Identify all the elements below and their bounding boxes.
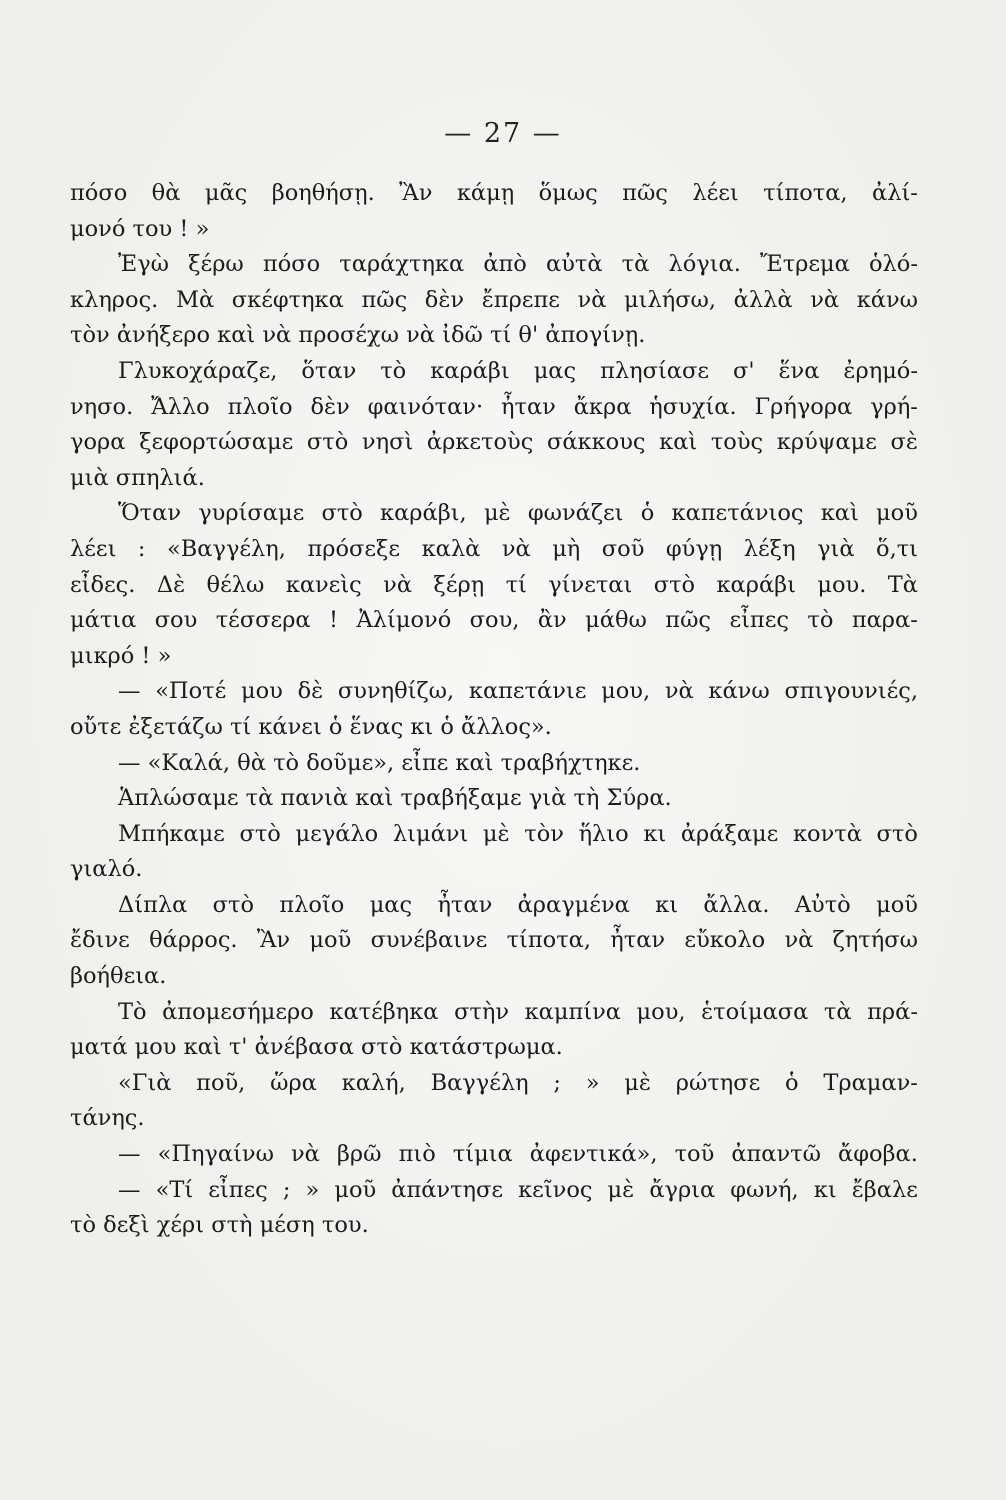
- word: τοὺς: [710, 429, 764, 456]
- word: τὸ: [807, 607, 834, 634]
- word: στὸ: [239, 820, 281, 847]
- word: φαινόταν·: [367, 393, 484, 420]
- word: αὐτὰ: [546, 251, 603, 278]
- word: πῶς: [622, 180, 668, 206]
- word: Ἀλίμονό: [356, 607, 452, 634]
- word: ἀρκετοὺς: [426, 429, 534, 456]
- word: ὅταν: [301, 357, 357, 384]
- text-line: [70, 603, 918, 639]
- text-line: [70, 1173, 918, 1209]
- word: καπετάνιος: [671, 500, 804, 527]
- word: πλοῖο: [279, 891, 345, 918]
- word: βοηθήσῃ.: [271, 180, 375, 206]
- word: ζητήσω: [832, 927, 918, 954]
- word: στὸ: [306, 429, 349, 456]
- word: σου,: [469, 607, 520, 634]
- word: μὲ: [483, 500, 511, 527]
- word: τὸ: [380, 357, 407, 384]
- word: ἦταν: [501, 393, 556, 420]
- word: εἶδες.: [70, 571, 136, 598]
- word: ἀπάντησε: [391, 1176, 504, 1203]
- word: στὸ: [212, 891, 255, 918]
- word: φωνάζει: [527, 500, 624, 527]
- word: νὰ: [810, 286, 840, 313]
- word: ἥλιο: [578, 820, 629, 847]
- page-number: — 27 —: [444, 118, 562, 149]
- text-line: [70, 247, 918, 283]
- word: ἡσυχία.: [649, 393, 737, 420]
- word: Γλυκοχάραζε,: [118, 357, 278, 384]
- text-line: μονό του ! »: [70, 215, 210, 242]
- word: μὴ: [552, 535, 581, 562]
- word: ἕνα: [778, 357, 820, 384]
- word: γιὰ: [817, 535, 855, 562]
- word: μου,: [601, 678, 651, 705]
- text-line: — «Καλά, θὰ τὸ δοῦμε», εἶπε καὶ τραβήχτηκε.: [118, 749, 641, 776]
- word: φωνή,: [730, 1176, 799, 1203]
- word: Βαγγέλη: [430, 1069, 529, 1096]
- text-line: [70, 532, 918, 568]
- word: μὲ: [624, 1069, 651, 1096]
- text-line: [70, 354, 918, 390]
- word: μιλήσω,: [624, 286, 717, 313]
- word: ποῦ,: [196, 1069, 246, 1096]
- word: ἔδινε: [70, 927, 130, 954]
- word: πλησίασε: [600, 357, 709, 384]
- text-line: [70, 283, 918, 319]
- word: κεῖνος: [518, 1176, 593, 1203]
- word: !: [329, 607, 339, 634]
- word: κανεὶς: [285, 571, 362, 598]
- text-line: [70, 674, 918, 710]
- word: ξέρῃ: [433, 571, 485, 598]
- text-line: [70, 568, 918, 604]
- word: νὰ: [501, 535, 531, 562]
- word: τίποτα,: [763, 180, 848, 206]
- word: κάνω: [856, 286, 918, 313]
- text-line: [70, 888, 918, 924]
- word: ὅ,τι: [876, 535, 918, 562]
- word: «Γιὰ: [118, 1069, 172, 1096]
- word: ἄλλα.: [703, 891, 770, 918]
- word: μάτια: [70, 607, 137, 634]
- word: παρα-: [851, 607, 918, 634]
- word: θάρρος.: [149, 927, 238, 954]
- word: νὰ: [577, 286, 607, 313]
- word: μάθω: [585, 607, 647, 634]
- word: ἔβαλε: [851, 1176, 918, 1203]
- word: :: [137, 535, 146, 562]
- word: πόσο: [70, 180, 128, 206]
- word: ;: [553, 1069, 561, 1096]
- word: καράβι,: [380, 500, 467, 527]
- word: πλοῖο: [227, 393, 293, 420]
- word: Ἂν: [399, 180, 433, 206]
- word: λέει: [70, 535, 117, 562]
- word: πιὸ: [398, 1141, 436, 1168]
- word: Γρήγορα: [754, 393, 853, 420]
- word: μοῦ: [334, 1176, 377, 1203]
- word: ἀπαντῶ: [731, 1141, 821, 1168]
- word: μοῦ: [309, 927, 352, 954]
- word: Μὰ: [175, 286, 215, 313]
- word: ἦταν: [437, 891, 493, 918]
- word: «Τί: [155, 1176, 194, 1203]
- word: γίνεται: [548, 571, 633, 598]
- word: πρά-: [867, 998, 918, 1025]
- word: κι: [643, 820, 667, 847]
- text-line: [70, 1066, 918, 1102]
- word: »: [585, 1069, 600, 1096]
- text-line: τάνης.: [70, 1105, 145, 1132]
- word: στὴν: [454, 998, 510, 1025]
- word: στὸ: [876, 820, 918, 847]
- text-line: [70, 176, 918, 212]
- word: μεγάλο: [295, 820, 379, 847]
- word: μὲ: [607, 1176, 635, 1203]
- word: τί: [505, 571, 527, 598]
- text-line: [70, 390, 918, 426]
- word: καὶ: [659, 429, 698, 456]
- word: κληρος.: [70, 286, 159, 313]
- word: ἑτοίμασα: [701, 998, 809, 1025]
- word: —: [118, 678, 141, 705]
- word: κι: [655, 891, 679, 918]
- word: —: [118, 1176, 141, 1203]
- word: «Ποτέ: [155, 678, 227, 705]
- word: στὸ: [321, 500, 363, 527]
- word: καράβι: [716, 571, 796, 598]
- word: θὰ: [151, 180, 181, 206]
- word: Τὰ: [887, 571, 918, 598]
- word: γρή-: [870, 393, 918, 420]
- word: ἀπομεσήμερο: [162, 998, 314, 1025]
- word: θέλω: [206, 571, 265, 598]
- word: σπιγουνιές,: [784, 678, 918, 705]
- word: βρῶ: [336, 1141, 382, 1168]
- word: ξεφορτώσαμε: [139, 429, 294, 456]
- word: τὰ: [823, 998, 852, 1025]
- word: Τραμαν-: [823, 1069, 918, 1096]
- word: ἀλί-: [872, 180, 918, 206]
- word: σὲ: [890, 429, 918, 456]
- word: ;: [282, 1176, 291, 1203]
- word: σκέφτηκα: [231, 286, 344, 313]
- word: στὸ: [653, 571, 696, 598]
- word: ὁ: [785, 1069, 799, 1096]
- word: τὰ: [621, 251, 650, 278]
- text-line: βοήθεια.: [70, 963, 167, 990]
- word: Αὐτὸ: [794, 891, 851, 918]
- word: εἶπες: [208, 1176, 268, 1203]
- word: τίποτα,: [506, 927, 591, 954]
- word: Δίπλα: [118, 891, 188, 918]
- word: τίμια: [452, 1141, 513, 1168]
- word: νὰ: [664, 678, 694, 705]
- text-line: [70, 1137, 918, 1173]
- text-line: τὸ δεξὶ χέρι στὴ μέση του.: [70, 1212, 369, 1239]
- word: λέει: [692, 180, 739, 206]
- word: μου.: [817, 571, 867, 598]
- word: «Πηγαίνω: [157, 1141, 274, 1168]
- word: τὸν: [524, 820, 564, 847]
- word: κοντὰ: [792, 820, 862, 847]
- word: δὲ: [297, 678, 324, 705]
- word: μᾶς: [204, 180, 248, 206]
- text-line: γιαλό.: [70, 856, 143, 883]
- word: τοῦ: [674, 1141, 715, 1168]
- text-line: [70, 995, 918, 1031]
- word: ὁλό-: [869, 251, 918, 278]
- word: ἀλλὰ: [733, 286, 793, 313]
- word: δὲν: [310, 393, 350, 420]
- text-line: [70, 817, 918, 853]
- word: ἀπὸ: [483, 251, 527, 278]
- text-line: [70, 425, 918, 461]
- body-text: [70, 176, 918, 1244]
- word: γορα: [70, 429, 126, 456]
- word: ἐρημό-: [843, 357, 918, 384]
- word: πρόσεξε: [307, 535, 401, 562]
- word: Ἔτρεμα: [760, 251, 850, 278]
- text-line: Ἁπλώσαμε τὰ πανιὰ καὶ τραβήξαμε γιὰ τὴ Σύρα.: [118, 785, 672, 812]
- word: ἂν: [537, 607, 567, 634]
- word: ταράχτηκα: [339, 251, 465, 278]
- word: νὰ: [290, 1141, 320, 1168]
- word: καλὰ: [421, 535, 481, 562]
- word: Ἐγὼ: [118, 251, 169, 278]
- word: τέσσερα: [215, 607, 311, 634]
- word: ξέρω: [188, 251, 244, 278]
- word: μας: [533, 357, 577, 384]
- word: καὶ: [820, 500, 859, 527]
- word: σοῦ: [601, 535, 645, 562]
- word: πῶς: [665, 607, 712, 634]
- word: Ἄλλο: [151, 393, 210, 420]
- word: γυρίσαμε: [198, 500, 305, 527]
- word: κατέβηκα: [329, 998, 439, 1025]
- word: μοῦ: [876, 891, 918, 918]
- word: πῶς: [361, 286, 408, 313]
- word: σάκκους: [546, 429, 646, 456]
- word: λέξη: [743, 535, 796, 562]
- word: λιμάνι: [392, 820, 469, 847]
- word: κάνω: [708, 678, 770, 705]
- word: ὥρα: [270, 1069, 317, 1096]
- word: εἶπες: [729, 607, 789, 634]
- word: ρώτησε: [675, 1069, 761, 1096]
- word: μοῦ: [876, 500, 918, 527]
- word: ἄκρα: [573, 393, 632, 420]
- word: «Βαγγέλη,: [167, 535, 286, 562]
- word: καμπίνα: [524, 998, 621, 1025]
- word: ἀφεντικά»,: [529, 1141, 658, 1168]
- text-line: τὸν ἀνήξερο καὶ νὰ προσέχω νὰ ἰδῶ τί θ' ἀπογίνῃ.: [70, 322, 646, 349]
- word: ἀράξαμε: [680, 820, 779, 847]
- word: πόσο: [262, 251, 321, 278]
- text-line: μιὰ σπηλιά.: [70, 464, 205, 491]
- word: συνέβαινε: [370, 927, 488, 954]
- word: ὁ: [640, 500, 655, 527]
- word: νὰ: [383, 571, 413, 598]
- text-line: [70, 923, 918, 959]
- word: Τὸ: [118, 998, 147, 1025]
- word: ἄφοβα.: [838, 1141, 918, 1168]
- word: ἀραγμένα: [517, 891, 630, 918]
- word: νησο.: [70, 393, 134, 420]
- word: εὔκολο: [684, 927, 766, 954]
- word: Δὲ: [156, 571, 186, 598]
- word: ἦταν: [610, 927, 666, 954]
- word: —: [118, 1141, 141, 1168]
- word: νὰ: [784, 927, 814, 954]
- word: μὲ: [482, 820, 510, 847]
- text-line: μικρό ! »: [70, 642, 172, 669]
- word: καράβι: [430, 357, 510, 384]
- word: »: [305, 1176, 320, 1203]
- word: Ἂν: [256, 927, 291, 954]
- word: μου: [240, 678, 283, 705]
- word: λόγια.: [668, 251, 741, 278]
- word: καπετάνιε: [468, 678, 587, 705]
- word: ἔπρεπε: [481, 286, 560, 313]
- text-line: [70, 496, 918, 532]
- word: δὲν: [424, 286, 465, 313]
- text-line: οὔτε ἐξετάζω τί κάνει ὁ ἕνας κι ὁ ἄλλος».: [70, 713, 552, 740]
- word: συνηθίζω,: [337, 678, 455, 705]
- word: κάμῃ: [456, 180, 515, 206]
- word: σου: [154, 607, 198, 634]
- word: Ὅταν: [118, 500, 182, 527]
- word: κι: [813, 1176, 837, 1203]
- word: νησὶ: [361, 429, 414, 456]
- word: μας: [369, 891, 413, 918]
- word: κρύψαμε: [776, 429, 877, 456]
- word: Μπήκαμε: [118, 820, 225, 847]
- word: σ': [732, 357, 755, 384]
- word: μου,: [636, 998, 686, 1025]
- word: φύγῃ: [665, 535, 723, 562]
- word: καλή,: [341, 1069, 406, 1096]
- word: ἄγρια: [649, 1176, 716, 1203]
- text-line: ματά μου καὶ τ' ἀνέβασα στὸ κατάστρωμα.: [70, 1034, 563, 1061]
- word: ὅμως: [538, 180, 598, 206]
